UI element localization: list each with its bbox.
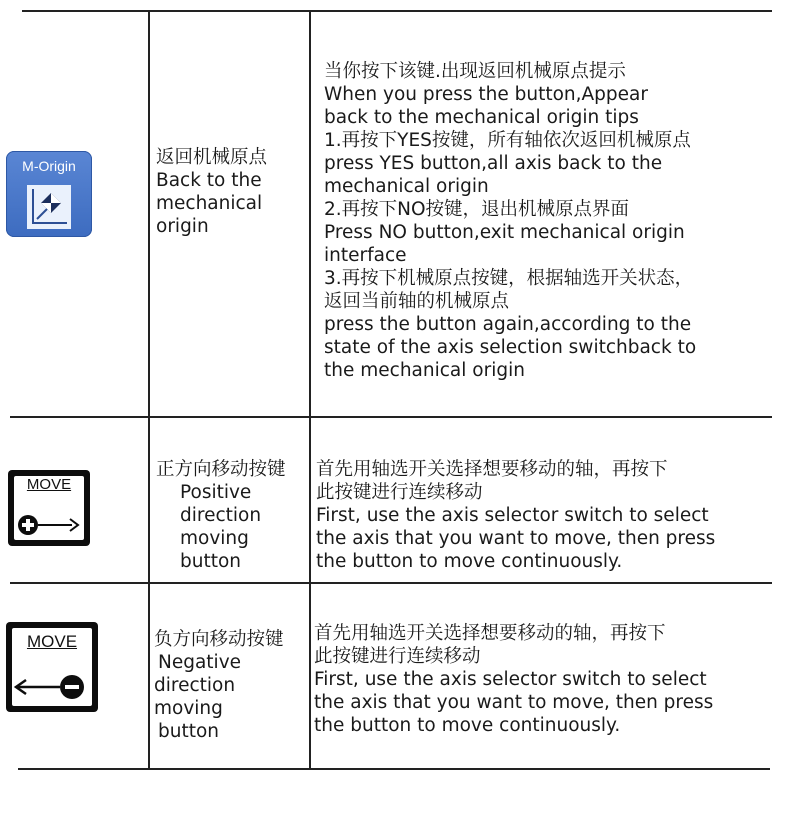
row-2-desc-line: the button to move continuously. [316, 551, 623, 572]
row-3-desc-line: the axis that you want to move, then press [314, 692, 714, 713]
row-3-name [154, 628, 284, 743]
row-1-name-line: mechanical [156, 193, 263, 214]
table-top-rule [22, 10, 772, 12]
row-1-desc-line: 3.再按下机械原点按键，根据轴选开关状态， [324, 268, 694, 289]
move-negative-button[interactable] [6, 622, 98, 712]
row-2-name [156, 458, 286, 573]
row-3-name-line: moving [154, 698, 223, 719]
row-1-desc-line: 返回当前轴的机械原点 [324, 291, 510, 312]
row-3-name-line: Negative [158, 652, 242, 673]
origin-target-icon [27, 185, 71, 229]
row-2-desc-line: 首先用轴选开关选择想要移动的轴，再按下 [316, 459, 668, 480]
row-divider-2 [10, 582, 772, 584]
row-1-desc-line: press the button again,according to the [324, 314, 692, 335]
row-3-desc-line: 首先用轴选开关选择想要移动的轴，再按下 [314, 623, 666, 644]
m-origin-button[interactable] [6, 151, 92, 237]
row-1-name-line: origin [156, 216, 209, 237]
row-2-name-line: 正方向移动按键 [156, 459, 286, 480]
row-3-desc-line: First, use the axis selector switch to select [314, 669, 707, 690]
m-origin-label: M-Origin [22, 158, 76, 174]
row-2-name-line: direction [180, 505, 262, 526]
row-1-desc-line: 1.再按下YES按键，所有轴依次返回机械原点 [324, 130, 691, 151]
row-2-name-line: button [180, 551, 242, 572]
row-2-name-line: moving [180, 528, 249, 549]
row-2-desc-line: 此按键进行连续移动 [316, 482, 483, 503]
row-1-desc-line: Press NO button,exit mechanical origin [324, 222, 685, 243]
column-divider-1 [148, 10, 150, 770]
arrow-minus-icon [12, 672, 92, 702]
row-3-desc-line: the button to move continuously. [314, 715, 621, 736]
row-1-name-line: 返回机械原点 [156, 147, 268, 168]
row-1-desc-line: When you press the button,Appear [324, 84, 648, 105]
row-3-name-line: direction [154, 675, 236, 696]
row-1-desc-line: 当你按下该键.出现返回机械原点提示 [324, 61, 626, 82]
row-divider-1 [10, 416, 772, 418]
row-1-desc-line: back to the mechanical origin tips [324, 107, 639, 128]
row-3-desc-line: 此按键进行连续移动 [314, 646, 481, 667]
row-3-name-line: 负方向移动按键 [154, 629, 284, 650]
row-2-name-line: Positive [180, 482, 252, 503]
row-2-desc-line: the axis that you want to move, then press [316, 528, 716, 549]
row-1-desc-line: interface [324, 245, 407, 266]
row-2-desc-line: First, use the axis selector switch to select [316, 505, 709, 526]
row-1-desc-line: the mechanical origin [324, 360, 525, 381]
row-3-name-line: button [158, 721, 220, 742]
row-3-description [314, 622, 713, 737]
row-1-name-line: Back to the [156, 170, 262, 191]
move-positive-button[interactable] [8, 470, 90, 546]
row-1-description [324, 60, 696, 382]
move-negative-label: MOVE [26, 632, 78, 651]
row-2-description [316, 458, 715, 573]
plus-arrow-icon [14, 512, 84, 538]
row-1-desc-line: mechanical origin [324, 176, 489, 197]
row-1-desc-line: press YES button,all axis back to the [324, 153, 663, 174]
move-positive-label: MOVE [26, 476, 72, 493]
row-1-desc-line: state of the axis selection switchback to [324, 337, 697, 358]
table-bottom-rule [18, 768, 770, 770]
column-divider-2 [309, 10, 311, 770]
row-1-desc-line: 2.再按下NO按键，退出机械原点界面 [324, 199, 630, 220]
row-1-name [156, 146, 267, 238]
